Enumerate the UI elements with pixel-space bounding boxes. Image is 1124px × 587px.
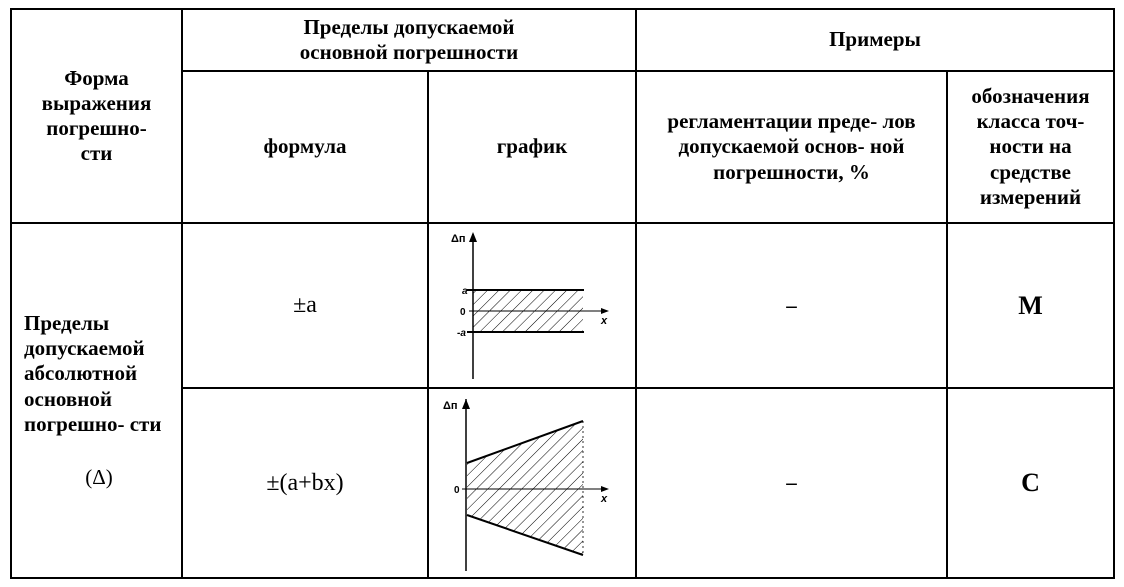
row1-tick-minus-a: -a xyxy=(457,328,466,339)
row2-tick-zero: 0 xyxy=(454,485,460,496)
table-border-bottom xyxy=(10,577,1115,579)
row1-x-arrow xyxy=(601,308,609,314)
row2-class-text: C xyxy=(1021,468,1040,498)
row2-y-label: Δп xyxy=(443,400,458,412)
row1-graph xyxy=(429,224,635,387)
row2-x-arrow xyxy=(601,486,609,492)
row1-formula-text: ±a xyxy=(293,292,317,319)
row2-y-arrow xyxy=(462,399,470,409)
header-examples xyxy=(637,10,1113,70)
header-limits-text: Пределы допускаемой основной погрешности xyxy=(299,14,519,64)
header-limits xyxy=(183,10,635,70)
header-class-text: обозначения класса точ- ности на средстве измерений xyxy=(971,84,1090,209)
header-form-text: Форма выражения погрешно- сти xyxy=(41,65,152,166)
row1-class xyxy=(948,224,1113,387)
row1-class-text: M xyxy=(1018,290,1043,320)
header-examples-text: Примеры xyxy=(829,27,921,52)
row2-x-label: x xyxy=(601,493,608,505)
header-form xyxy=(12,10,181,222)
row2-class xyxy=(948,389,1113,577)
header-formula-text: формула xyxy=(263,134,347,159)
row1-regulation-text: – xyxy=(786,292,797,317)
row-label-text: Пределы допускаемой абсолютной основной погрешно- сти xyxy=(24,310,162,436)
header-class xyxy=(948,72,1113,222)
row-label-symbol: (Δ) xyxy=(85,464,113,489)
row2-formula-text: ±(a+bx) xyxy=(266,469,344,496)
row1-regulation xyxy=(637,224,946,387)
row2-graph xyxy=(429,389,635,577)
row1-band xyxy=(473,290,583,332)
row2-formula xyxy=(183,389,427,577)
row1-x-label: x xyxy=(601,315,608,327)
row-label xyxy=(12,224,181,577)
header-regulation-text: регламентации преде- лов допускаемой основ- ной погрешности, % xyxy=(667,109,916,184)
row1-tick-zero: 0 xyxy=(460,307,466,318)
table-border-right xyxy=(1113,8,1115,579)
row2-regulation-text: – xyxy=(786,470,797,495)
row1-y-arrow xyxy=(469,232,477,242)
row1-formula xyxy=(183,224,427,387)
row1-tick-a: a xyxy=(462,286,468,297)
header-regulation xyxy=(637,72,946,222)
row1-graph-svg xyxy=(429,224,635,387)
header-formula xyxy=(183,72,427,222)
row2-graph-svg xyxy=(429,389,635,577)
header-graph xyxy=(429,72,635,222)
header-graph-text: график xyxy=(496,134,568,159)
row1-y-label: Δп xyxy=(451,233,466,245)
row2-regulation xyxy=(637,389,946,577)
